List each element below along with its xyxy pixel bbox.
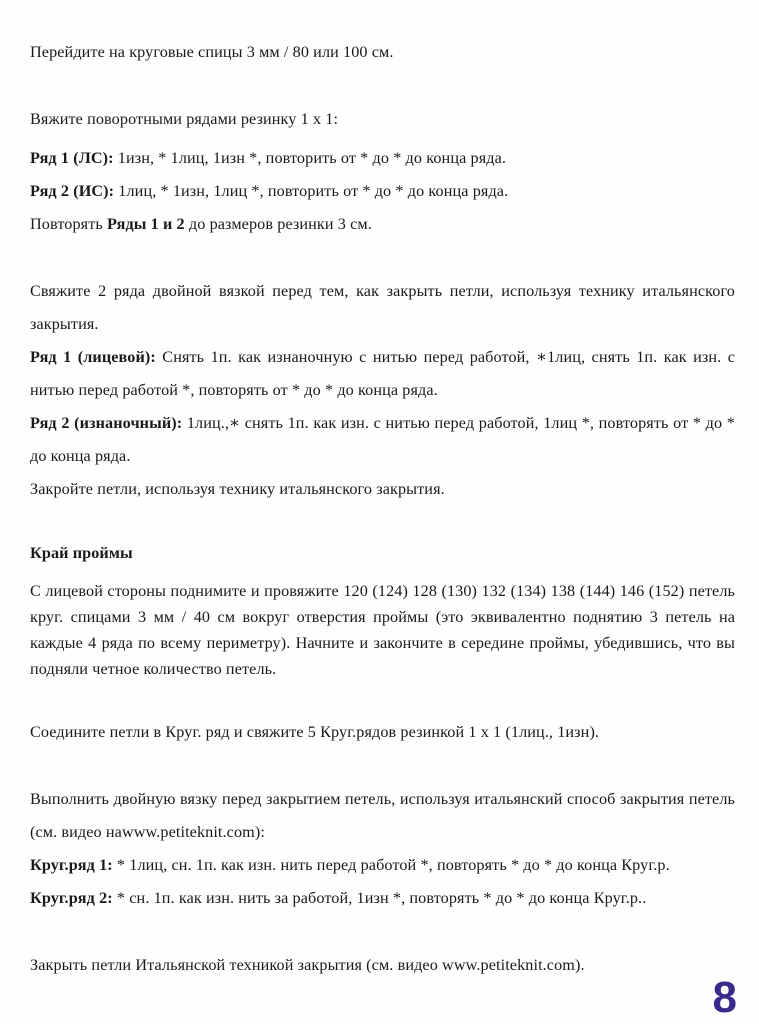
paragraph-repeat-rows [30, 208, 735, 241]
repeat-prefix: Повторять [30, 215, 108, 233]
dk-row-1-label: Ряд 1 (лицевой): [30, 348, 156, 366]
paragraph-join-round: Соедините петли в Круг. ряд и свяжите 5 Круг.рядов резинкой 1 х 1 (1лиц., 1изн). [30, 723, 600, 741]
paragraph-final-bind-off: Закрыть петли Итальянской техникой закрытия (см. видео www.petiteknit.com). [30, 956, 585, 974]
row-2-text: 1лиц, * 1изн, 1лиц *, повторить от * до * до конца ряда. [114, 182, 509, 200]
paragraph-double-knit-before-bind: Выполнить двойную вязку перед закрытием петель, используя итальянский способ закрытия петель (см. видео наwww.petiteknit.com): [30, 790, 735, 841]
repeat-suffix: до размеров резинки 3 см. [184, 215, 372, 233]
paragraph-intro: Перейдите на круговые спицы 3 мм / 80 или 100 см. [30, 43, 394, 61]
row-1-label: Ряд 1 (ЛС): [30, 149, 114, 167]
repeat-bold-rows: Ряды 1 и 2 [107, 215, 185, 233]
top-spacer [30, 0, 735, 36]
paragraph-armhole-pickup: С лицевой стороны поднимите и провяжите 120 (124) 128 (130) 132 (134) 138 (144) 146 (152) петель круг. спицами 3 мм / 40 см вокруг отверстия проймы (это эквивалентно поднятию 3 петель на каждые 4 ряда по всему периметру). Начните и закончите в середине проймы, убедившись, что вы подняли четное количество петель. [30, 582, 735, 678]
spacer-before-double-knit [30, 241, 735, 275]
round-1-label: Круг.ряд 1: [30, 856, 113, 874]
spacer-before-join [30, 682, 735, 716]
page-number: 8 [712, 973, 737, 1022]
paragraph-double-knit-intro: Свяжите 2 ряда двойной вязкой перед тем, как закрыть петли, используя технику итальянского закрытия. [30, 282, 735, 333]
paragraph-round-2 [30, 882, 735, 915]
spacer-before-armhole [30, 506, 735, 540]
dk-row-1-text: Снять 1п. как изнаночную с нитью перед работой, ∗1лиц, снять 1п. как изн. с нитью перед работой *, повторять от * до * до конца ряда. [30, 348, 735, 399]
page-content [30, 0, 735, 982]
paragraph-round-1 [30, 849, 735, 882]
dk-row-2-text: 1лиц.,∗ снять 1п. как изн. с нитью перед работой, 1лиц *, повторять от * до * до конца ряда. [30, 414, 735, 465]
dk-row-2-label: Ряд 2 (изнаночный): [30, 414, 183, 432]
spacer-before-final [30, 915, 735, 949]
row-1-text: 1изн, * 1лиц, 1изн *, повторить от * до * до конца ряда. [113, 149, 507, 167]
spacer-after-armhole-heading [30, 566, 735, 578]
spacer-after-intro [30, 69, 735, 103]
paragraph-row-2 [30, 175, 735, 208]
paragraph-bind-off: Закройте петли, используя технику итальянского закрытия. [30, 480, 445, 498]
paragraph-dk-row-2 [30, 407, 735, 473]
row-2-label: Ряд 2 (ИС): [30, 182, 115, 200]
paragraph-rib-intro: Вяжите поворотными рядами резинку 1 х 1: [30, 110, 339, 128]
paragraph-dk-row-1 [30, 341, 735, 407]
paragraph-row-1 [30, 142, 735, 175]
heading-armhole-edge: Край проймы [30, 544, 133, 562]
round-2-label: Круг.ряд 2: [30, 889, 113, 907]
round-1-text: * 1лиц, сн. 1п. как изн. нить перед работой *, повторять * до * до конца Круг.р. [112, 856, 670, 874]
spacer-before-dk-bind [30, 749, 735, 783]
round-2-text: * сн. 1п. как изн. нить за работой, 1изн *, повторять * до * до конца Круг.р.. [112, 889, 647, 907]
